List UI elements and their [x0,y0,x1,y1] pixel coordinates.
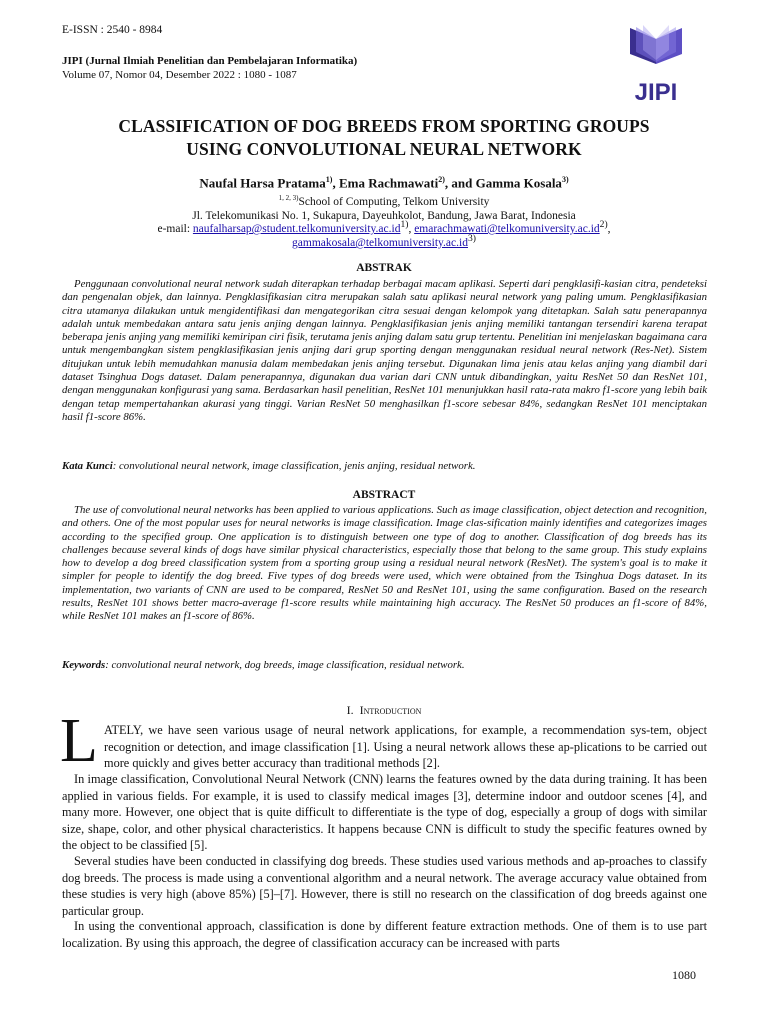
introduction-heading [40,703,728,718]
author-3-marker: 3) [561,175,569,184]
intro-paragraph-3: Several studies have been conducted in classifying dog breeds. These studies used various methods and ap-proaches to classify dog breeds. The process is made using a conventional algorithm and a neural network. The average accuracy value obtained from these studies is very high (above 85%) [5]–[7]. However, there is still no research on the classification of dog breeds against one particular group. [62,854,707,918]
intro-paragraph-1: ATELY, we have seen various usage of neural network applications, for example, a recommendation sys-tem, object recognition or detection, and image classification [1]. Using a neural network allows these ap-plications to be carried out more quickly and gives better accuracy than traditional methods [2]. [104,723,707,770]
jipi-logo [618,22,694,104]
author-2-marker: 2) [438,175,445,184]
abstrak-body: Penggunaan convolutional neural network sudah diterapkan terhadap berbagai macam aplikasi. Seperti dari pengklasifi-kasian citra, pendeteksi dan pengenalan objek, dan lainnya. Pengklasifikasian citra merupakan salah satu aplikasi neural network yang paling umum. Pengklasifikasian citra utamanya dilakukan untuk mengidentifikasi dan mengategorikan citra sesuai dengan kelompok yang ditetapkan. Salah satu penerapannya adalah untuk membedakan antara satu jenis anjing dengan lainnya. Pengklasifikasian jenis anjing memiliki tantangan tersendiri karena terapat beberapa jenis anjing yang memiliki kemiripan ciri fisik, terutama jenis anjing dalam satu grup tertentu. Penelitian ini menjelaskan bagaimana cara untuk mengembangkan sistem pengklasifikasian jenis anjing dari grup sporting dengan menggunakan residual neural network (Res-Net). Sistem ditujukan untuk lebih memudahkan manusia dalam membedakan jenis anjing tersebut. Digunakan lima jenis atau kelas anjing yang diambil dari dataset Tsinghua Dogs dataset. Dalam penerapannya, digunakan dua varian dari CNN untuk dibandingkan, yaitu ResNet 50 dan ResNet 101, dengan menggunakan konfigurasi yang sama. Berdasarkan hasil penelitian, ResNet 101 menunjukkan hasil rata-rata makro f1-score yang lebih baik dengan tetap mempertahankan akurasi yang tinggi. Varian ResNet 50 menghasilkan f1-score sebesar 84%, sedangkan ResNet 101 menciptakan hasil f1-score 86%. [62,278,707,423]
paper-title [40,115,728,161]
email-3-marker: 3) [467,233,476,244]
email-link-1[interactable]: naufalharsap@student.telkomuniversity.ac.id [192,222,401,235]
title-line-1: CLASSIFICATION OF DOG BREEDS FROM SPORTING GROUPS [118,116,650,136]
kata-kunci [62,460,707,472]
journal-name: JIPI (Jurnal Ilmiah Penelitian dan Pembelajaran Informatika) [62,55,358,67]
abstrak-heading: ABSTRAK [356,262,412,274]
title-line-2: USING CONVOLUTIONAL NEURAL NETWORK [186,139,582,159]
email-line: e-mail: $naufalharsap@student.telkomuniversity.ac.id^{1)}$, $emarachmawati@telkomuniversity.ac.id^{2)}$, [157,219,611,235]
section-numeral: I. [346,703,354,717]
author-2: Ema Rachmawati [338,175,439,191]
issn: E-ISSN : 2540 - 8984 [62,24,163,36]
email-prefix: e-mail: [157,222,193,235]
email-line-2 [40,233,728,249]
keywords [62,659,707,671]
journal-volume: Volume 07, Nomor 04, Desember 2022 : 1080 - 1087 [62,69,297,81]
affiliation-address: Jl. Telekomunikasi No. 1, Sukapura, Dayeuhkolot, Bandung, Jawa Barat, Indonesia [192,209,576,222]
author-3: Gamma Kosala [475,175,562,191]
intro-paragraph-4: In using the conventional approach, classification is done by different feature extraction methods. One of them is to use part localization. By using this approach, the degree of classification accuracy can be increased with parts [62,919,707,950]
affiliation-school: School of Computing, Telkom University [298,195,490,208]
email-link-3[interactable]: gammakosala@telkomuniversity.ac.id [292,236,468,249]
author-1: Naufal Harsa Pratama [199,175,326,191]
abstract-heading: ABSTRACT [352,489,416,501]
logo-text: JIPI [634,79,678,104]
email-1-marker: 1) [400,219,409,230]
author-list [40,175,728,191]
section-title: Introduction [359,703,422,717]
intro-paragraph-2: In image classification, Convolutional Neural Network (CNN) learns the features owned by the data during training. It has been applied in various fields. For example, it is used to classify medical images [3], determine indoor and outdoor scenes [4], and many more. However, one object that is quite difficult to differentiate is the type of dog, especially a group of dogs with similar size, shape, color, and other physical characteristics. It happens because CNN is difficult to study the specific features owned by the object to be classified [5]. [62,772,707,852]
page-number: 1080 [672,968,696,982]
author-separator-1: , [332,175,339,191]
email-2-marker: 2) [599,219,608,230]
author-separator-2: , and [444,175,476,191]
drop-cap: L [60,707,98,775]
keywords-label: Keywords [62,659,106,671]
kata-kunci-label: Kata Kunci [62,460,113,472]
author-1-marker: 1) [325,175,333,184]
email-link-2[interactable]: emarachmawati@telkomuniversity.ac.id [414,222,600,235]
affiliation-marker: 1, 2, 3) [278,194,299,202]
open-book-logo-icon [618,22,694,104]
abstract-body: The use of convolutional neural networks has been applied to various applications. Such as image classification, object detection and recognition, and others. One of the most popular uses for neural networks is image classification. Image clas-sification mainly identifies and categorizes images according to the specified group. One application is to distinguish between one type of dog to another. Classification of dog breeds has its challenges because several kinds of dogs have similar physical characteristics, especially those that belong to the same group. This study explains how to develop a dog breed classification system from a sporting group using a residual neural network (ResNet). The system's goal is to make it simpler for people to identify the dog breed. Five types of dog breeds were used, which were obtained from the Tsinghua Dogs dataset. In its implementation, two variants of CNN are used to be compared, ResNet 50 and ResNet 101, using the same configuration. Based on the research results, ResNet 101 shows better macro-average f1-score results while maintaining high accuracy. The ResNet 50 produces an f1-score of 84%, while ResNet 101 makes an f1-score of 86%. [62,504,707,623]
kata-kunci-text: : convolutional neural network, image classification, jenis anjing, residual network. [112,460,476,472]
keywords-text: : convolutional neural network, dog breeds, image classification, residual network. [105,659,465,671]
